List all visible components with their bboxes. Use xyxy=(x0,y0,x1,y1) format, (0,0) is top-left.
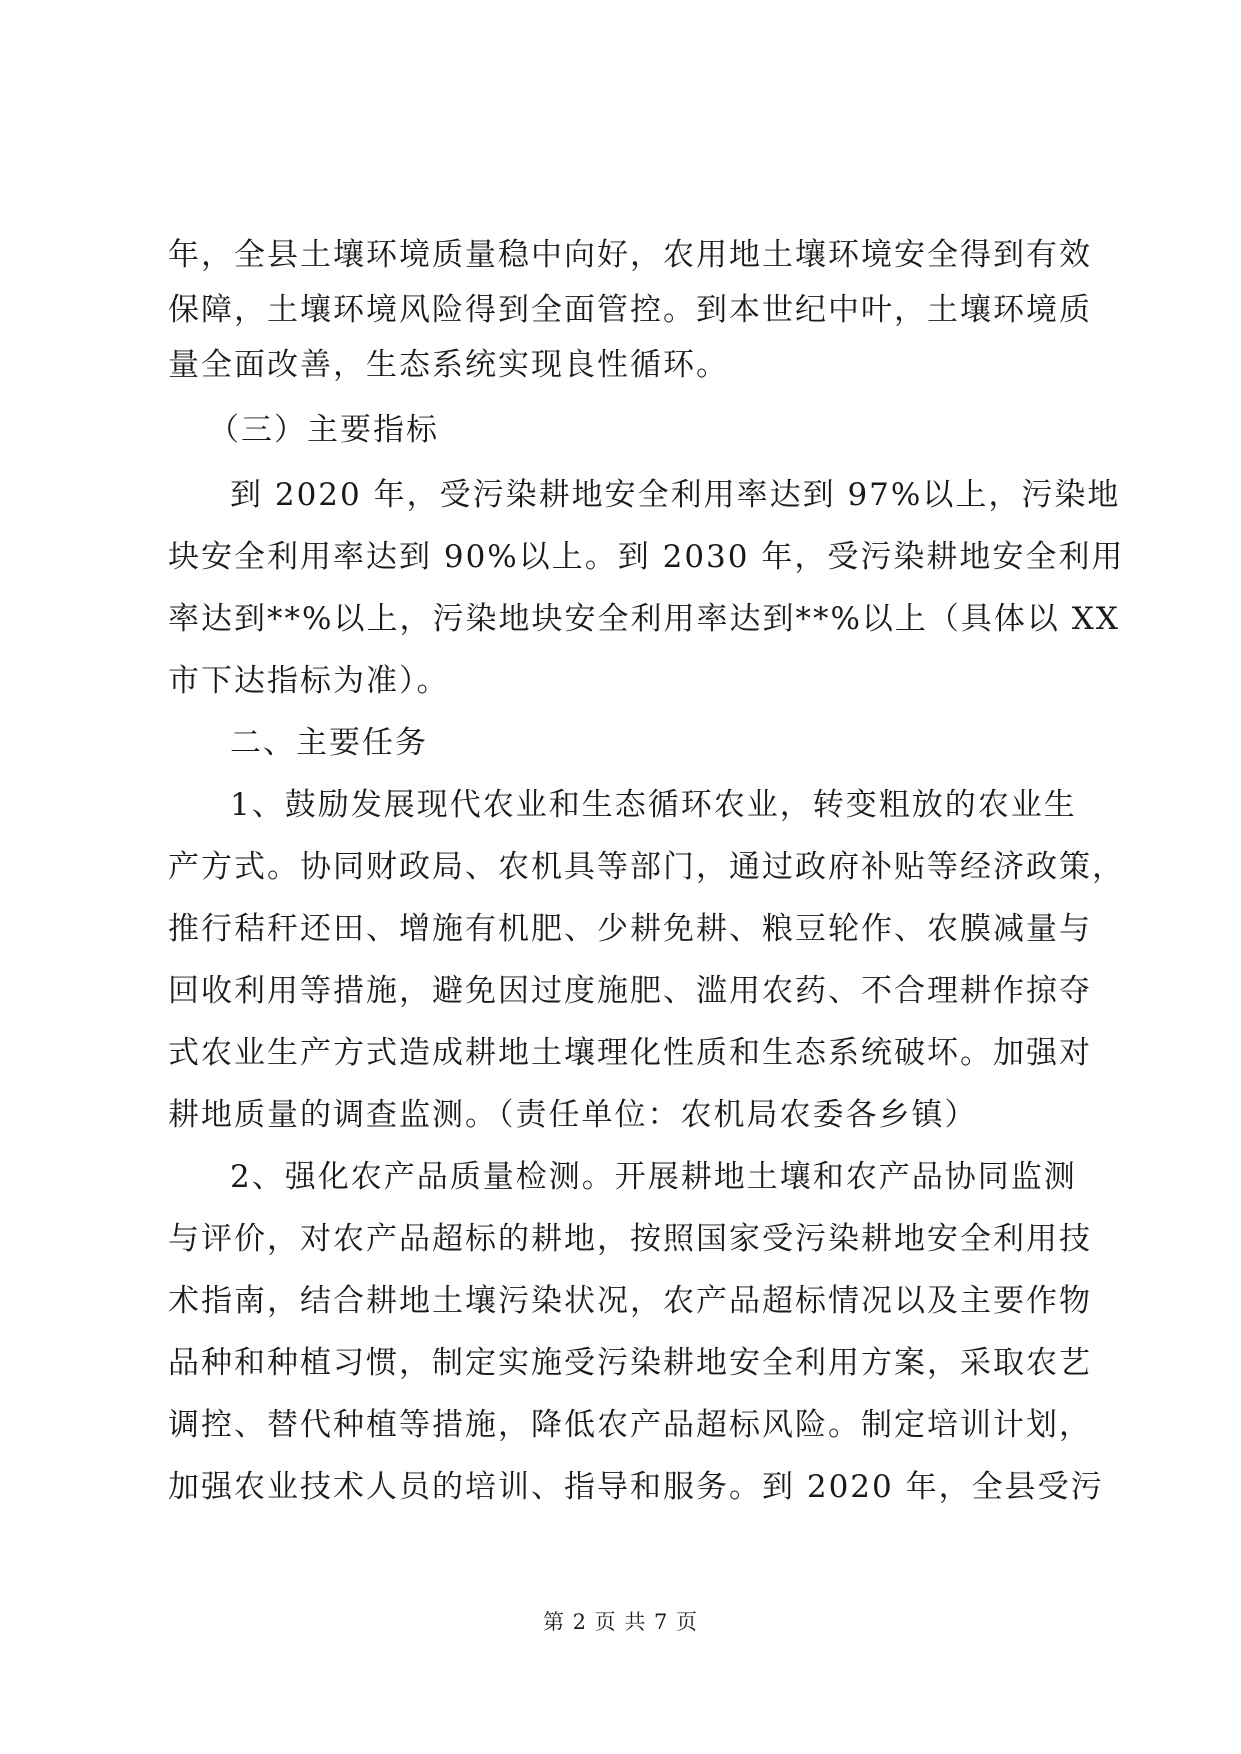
text-line: 品种和种植习惯，制定实施受污染耕地安全利用方案，采取农艺 xyxy=(168,1345,1092,1381)
text-line: 加强农业技术人员的培训、指导和服务。到 2020 年，全县受污 xyxy=(168,1469,1104,1505)
text-line: 产方式。协同财政局、农机具等部门，通过政府补贴等经济政策， xyxy=(168,849,1125,885)
text-line: 年，全县土壤环境质量稳中向好，农用地土壤环境安全得到有效 xyxy=(168,237,1092,273)
text-line: 式农业生产方式造成耕地土壤理化性质和生态系统破坏。加强对 xyxy=(168,1035,1092,1071)
text-line: 率达到**%以上，污染地块安全利用率达到**%以上（具体以 XX xyxy=(168,601,1120,637)
text-line: 推行秸秆还田、增施有机肥、少耕免耕、粮豆轮作、农膜减量与 xyxy=(168,911,1092,947)
text-line: 块安全利用率达到 90%以上。到 2030 年，受污染耕地安全利用 xyxy=(168,539,1125,575)
text-line: 回收利用等措施，避免因过度施肥、滥用农药、不合理耕作掠夺 xyxy=(168,973,1092,1009)
text-line: 量全面改善，生态系统实现良性循环。 xyxy=(168,347,729,383)
text-line: 调控、替代种植等措施，降低农产品超标风险。制定培训计划， xyxy=(168,1407,1092,1443)
text-line: 与评价，对农产品超标的耕地，按照国家受污染耕地安全利用技 xyxy=(168,1221,1092,1257)
text-line: 保障，土壤环境风险得到全面管控。到本世纪中叶，土壤环境质 xyxy=(168,292,1092,328)
text-line: 市下达指标为准）。 xyxy=(168,663,450,699)
section-heading: （三）主要指标 xyxy=(208,412,439,448)
text-line: 耕地质量的调查监测。（责任单位：农机局农委各乡镇） xyxy=(168,1097,978,1133)
text-line: 1、鼓励发展现代农业和生态循环农业，转变粗放的农业生 xyxy=(230,787,1077,823)
text-line: 术指南，结合耕地土壤污染状况，农产品超标情况以及主要作物 xyxy=(168,1283,1092,1319)
text-line: 到 2020 年，受污染耕地安全利用率达到 97%以上，污染地 xyxy=(230,477,1121,513)
page-footer: 第 2 页 共 7 页 xyxy=(542,1610,699,1634)
text-line: 2、强化农产品质量检测。开展耕地土壤和农产品协同监测 xyxy=(230,1159,1077,1195)
section-heading: 二、主要任务 xyxy=(230,725,428,761)
